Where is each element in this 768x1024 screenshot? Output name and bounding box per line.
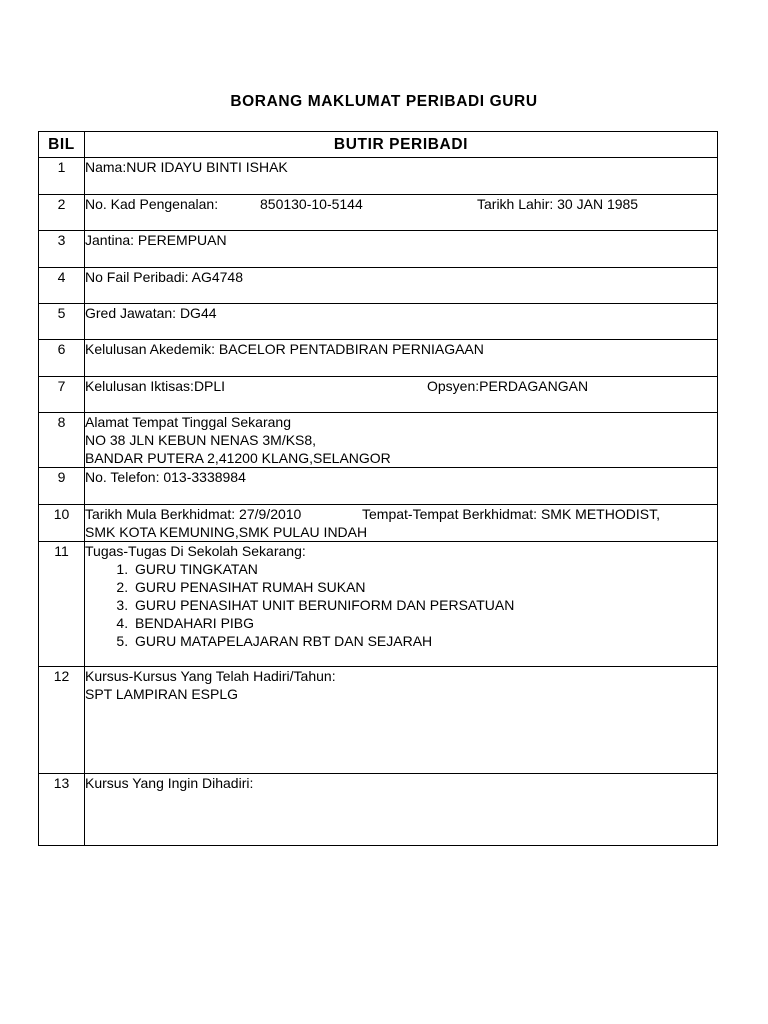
table-row: [39, 774, 718, 846]
address-label: Alamat Tempat Tinggal Sekarang: [85, 414, 291, 430]
form-title: BORANG MAKLUMAT PERIBADI GURU: [230, 93, 538, 110]
desired-courses-field: [85, 774, 718, 846]
list-item: 4. BENDAHARI PIBG: [132, 614, 717, 632]
duties-list: [85, 560, 717, 650]
row-number: 5: [39, 304, 85, 340]
duties-label: Tugas-Tugas Di Sekolah Sekarang:: [85, 543, 306, 559]
row-number: 8: [39, 413, 85, 468]
table-row: [39, 542, 718, 667]
professional-qualification-field: Kelulusan Iktisas:DPLI: [85, 378, 226, 394]
list-item: 3. GURU PENASIHAT UNIT BERUNIFORM DAN PERSATUAN: [132, 596, 717, 614]
courses-attended-label: Kursus-Kursus Yang Telah Hadiri/Tahun:: [85, 668, 336, 684]
row-number: 12: [39, 667, 85, 774]
table-row: [39, 158, 718, 195]
address-field: [85, 413, 718, 468]
bil-header: BIL: [39, 132, 85, 158]
option-field: Opsyen:PERDAGANGAN: [427, 378, 589, 394]
ic-value: 850130-10-5144: [260, 196, 363, 212]
table-header-row: [39, 132, 718, 158]
dob-field: Tarikh Lahir: 30 JAN 1985: [477, 196, 639, 212]
courses-attended-value: SPT LAMPIRAN ESPLG: [85, 686, 239, 702]
service-places-field: Tempat-Tempat Berkhidmat: SMK METHODIST,: [362, 506, 660, 522]
row-number: 1: [39, 158, 85, 195]
row-number: 6: [39, 340, 85, 377]
list-item: 5. GURU MATAPELAJARAN RBT DAN SEJARAH: [132, 632, 717, 650]
table-row: [39, 377, 718, 413]
service-start-field: Tarikh Mula Berkhidmat: 27/9/2010: [85, 506, 302, 522]
table-row: [39, 268, 718, 304]
table-row: [39, 195, 718, 231]
row-number: 13: [39, 774, 85, 846]
grade-field: Gred Jawatan: DG44: [85, 304, 718, 340]
butir-header: BUTIR PERIBADI: [85, 132, 718, 158]
row-number: 11: [39, 542, 85, 667]
table-row: [39, 340, 718, 377]
desired-courses-label: Kursus Yang Ingin Dihadiri:: [85, 775, 254, 791]
courses-attended-field: [85, 667, 718, 774]
row-number: 9: [39, 468, 85, 505]
table-row: [39, 468, 718, 505]
file-number-field: No Fail Peribadi: AG4748: [85, 268, 718, 304]
name-field: Nama:NUR IDAYU BINTI ISHAK: [85, 158, 718, 195]
personal-info-table: [38, 131, 718, 846]
academic-qualification-field: Kelulusan Akedemik: BACELOR PENTADBIRAN PERNIAGAAN: [85, 340, 718, 377]
duties-field: [85, 542, 718, 667]
table-row: [39, 667, 718, 774]
address-line: BANDAR PUTERA 2,41200 KLANG,SELANGOR: [85, 450, 391, 466]
table-row: [39, 231, 718, 268]
row-number: 7: [39, 377, 85, 413]
service-places-continued: SMK KOTA KEMUNING,SMK PULAU INDAH: [85, 524, 368, 540]
address-line: NO 38 JLN KEBUN NENAS 3M/KS8,: [85, 432, 317, 448]
table-row: [39, 413, 718, 468]
row-number: 4: [39, 268, 85, 304]
row-number: 3: [39, 231, 85, 268]
row-number: 2: [39, 195, 85, 231]
row-number: 10: [39, 505, 85, 542]
list-item: 1. GURU TINGKATAN: [132, 560, 717, 578]
phone-field: No. Telefon: 013-3338984: [85, 468, 718, 505]
gender-field: Jantina: PEREMPUAN: [85, 231, 718, 268]
table-row: [39, 304, 718, 340]
table-row: [39, 505, 718, 542]
list-item: 2. GURU PENASIHAT RUMAH SUKAN: [132, 578, 717, 596]
service-field: [85, 505, 718, 542]
ic-label: No. Kad Pengenalan:: [85, 196, 219, 212]
